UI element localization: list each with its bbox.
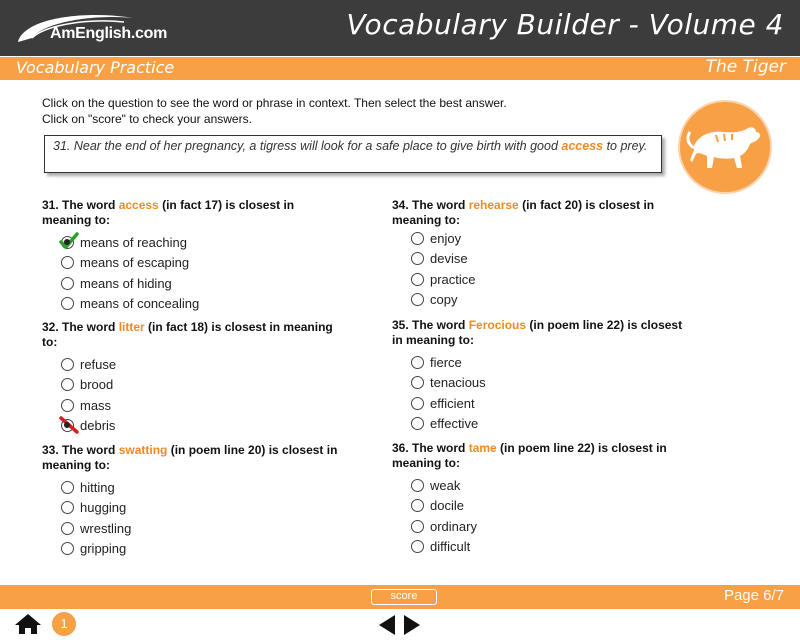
- bottom-nav: [0, 609, 800, 640]
- question-suffix: (in poem line 22) is closest in meaning to:: [392, 441, 667, 470]
- option-hitting[interactable]: [42, 477, 342, 498]
- arrow-right-icon[interactable]: [402, 614, 422, 636]
- option-label: tenacious: [430, 375, 486, 391]
- question-prefix: 31. The word: [42, 198, 119, 212]
- radio-button[interactable]: [61, 542, 74, 555]
- option-efficient[interactable]: [392, 393, 692, 414]
- home-icon[interactable]: [14, 613, 42, 635]
- question-32[interactable]: [42, 320, 342, 436]
- radio-button[interactable]: [61, 358, 74, 371]
- question-keyword: tame: [468, 441, 497, 455]
- question-35[interactable]: [392, 318, 692, 434]
- question-prefix: 32. The word: [42, 320, 119, 334]
- question-suffix: (in fact 18) is closest in meaning to:: [42, 320, 333, 349]
- option-label: debris: [80, 418, 116, 434]
- option-label: copy: [430, 292, 458, 308]
- context-sentence-box: [44, 135, 662, 173]
- logo-text: AmEnglish.com: [50, 25, 168, 42]
- option-label: mass: [80, 397, 112, 413]
- option-docile[interactable]: [392, 496, 692, 517]
- question-36[interactable]: [392, 441, 692, 557]
- option-label: refuse: [80, 356, 117, 372]
- question-stem[interactable]: [42, 320, 342, 350]
- context-keyword: access: [561, 139, 604, 153]
- option-label: fierce: [430, 354, 462, 370]
- option-label: hitting: [80, 479, 115, 495]
- radio-button[interactable]: [61, 522, 74, 535]
- question-keyword: swatting: [118, 443, 168, 457]
- option-label: means of concealing: [80, 296, 200, 312]
- option-difficult[interactable]: [392, 537, 692, 558]
- question-keyword: access: [118, 198, 159, 212]
- radio-button[interactable]: [411, 356, 424, 369]
- question-prefix: 34. The word: [392, 198, 469, 212]
- option-label: ordinary: [430, 518, 477, 534]
- option-practice[interactable]: [392, 269, 692, 290]
- instructions: [42, 95, 507, 127]
- question-keyword: litter: [118, 320, 145, 334]
- question-stem[interactable]: [392, 318, 692, 348]
- question-suffix: (in poem line 22) is closest in meaning to:: [392, 318, 683, 347]
- app-title: Vocabulary Builder - Volume 4: [346, 8, 784, 41]
- option-label: enjoy: [430, 230, 462, 246]
- option-label: brood: [80, 377, 114, 393]
- radio-button[interactable]: [61, 297, 74, 310]
- option-label: means of escaping: [80, 255, 190, 271]
- question-stem[interactable]: [42, 443, 342, 473]
- question-prefix: 33. The word: [42, 443, 119, 457]
- radio-button[interactable]: [411, 520, 424, 533]
- question-stem[interactable]: [392, 441, 692, 471]
- radio-button[interactable]: [411, 540, 424, 553]
- option-enjoy[interactable]: [392, 228, 692, 249]
- radio-button[interactable]: [411, 252, 424, 265]
- radio-button[interactable]: [61, 378, 74, 391]
- arrow-left-icon[interactable]: [377, 614, 397, 636]
- instruction-line-2: Click on "score" to check your answers.: [42, 112, 252, 126]
- question-stem[interactable]: [42, 198, 342, 228]
- option-label: weak: [430, 477, 461, 493]
- option-label: effective: [430, 416, 479, 432]
- option-label: difficult: [430, 539, 471, 555]
- option-tenacious[interactable]: [392, 373, 692, 394]
- question-suffix: (in poem line 20) is closest in meaning to:: [42, 443, 338, 472]
- radio-button[interactable]: [61, 501, 74, 514]
- radio-button[interactable]: [411, 273, 424, 286]
- option-devise[interactable]: [392, 249, 692, 270]
- slash-icon: [58, 414, 80, 436]
- option-debris[interactable]: [42, 416, 342, 437]
- option-weak[interactable]: [392, 475, 692, 496]
- question-keyword: Ferocious: [468, 318, 527, 332]
- story-title: The Tiger: [705, 57, 786, 77]
- option-label: practice: [430, 271, 476, 287]
- footer-bar: [0, 585, 800, 609]
- option-gripping[interactable]: [42, 539, 342, 560]
- amenglish-logo: [14, 8, 168, 48]
- option-label: efficient: [430, 395, 475, 411]
- question-suffix: (in fact 17) is closest in meaning to:: [42, 198, 295, 227]
- question-stem[interactable]: [392, 198, 692, 228]
- option-hugging[interactable]: [42, 498, 342, 519]
- option-wrestling[interactable]: [42, 518, 342, 539]
- instruction-line-1: Click on the question to see the word or phrase in context. Then select the best answer.: [42, 96, 507, 110]
- option-means-of-hiding[interactable]: [42, 273, 342, 294]
- radio-button[interactable]: [411, 417, 424, 430]
- tiger-icon: [680, 102, 770, 192]
- radio-button[interactable]: [411, 499, 424, 512]
- option-fierce[interactable]: [392, 352, 692, 373]
- option-label: docile: [430, 498, 464, 514]
- option-means-of-reaching[interactable]: [42, 232, 342, 253]
- radio-button[interactable]: [61, 399, 74, 412]
- option-means-of-escaping[interactable]: [42, 253, 342, 274]
- question-prefix: 36. The word: [392, 441, 469, 455]
- option-label: means of reaching: [80, 234, 187, 250]
- option-label: gripping: [80, 541, 127, 557]
- score-button[interactable]: score: [371, 589, 437, 605]
- question-34[interactable]: [392, 198, 692, 310]
- radio-button[interactable]: [411, 397, 424, 410]
- option-label: means of hiding: [80, 275, 172, 291]
- radio-button[interactable]: [61, 256, 74, 269]
- app-header: [0, 0, 800, 56]
- option-copy[interactable]: [392, 290, 692, 311]
- option-mass[interactable]: [42, 395, 342, 416]
- option-refuse[interactable]: [42, 354, 342, 375]
- question-31[interactable]: [42, 198, 342, 314]
- option-label: wrestling: [80, 520, 132, 536]
- checkmark-icon: [58, 231, 80, 253]
- radio-button[interactable]: [411, 479, 424, 492]
- tiger-badge: [678, 100, 772, 194]
- option-ordinary[interactable]: [392, 516, 692, 537]
- option-brood[interactable]: [42, 375, 342, 396]
- radio-button[interactable]: [61, 236, 74, 249]
- option-means-of-concealing[interactable]: [42, 294, 342, 315]
- radio-button[interactable]: [411, 293, 424, 306]
- radio-button[interactable]: [61, 481, 74, 494]
- section-title: Vocabulary Practice: [16, 58, 175, 77]
- section-bar: [0, 56, 800, 80]
- question-suffix: (in fact 20) is closest in meaning to:: [392, 198, 655, 227]
- question-keyword: rehearse: [468, 198, 519, 212]
- context-text-before: 31. Near the end of her pregnancy, a tigress will look for a safe place to give birth with good: [53, 139, 562, 153]
- context-text-after: to prey.: [603, 139, 648, 153]
- option-label: devise: [430, 251, 468, 267]
- radio-button[interactable]: [61, 277, 74, 290]
- radio-button[interactable]: [411, 376, 424, 389]
- question-33[interactable]: [42, 443, 342, 559]
- option-effective[interactable]: [392, 414, 692, 435]
- radio-button[interactable]: [61, 419, 74, 432]
- radio-button[interactable]: [411, 232, 424, 245]
- page-indicator: Page 6/7: [723, 587, 784, 604]
- help-badge[interactable]: 1: [52, 612, 76, 636]
- question-prefix: 35. The word: [392, 318, 469, 332]
- option-label: hugging: [80, 500, 127, 516]
